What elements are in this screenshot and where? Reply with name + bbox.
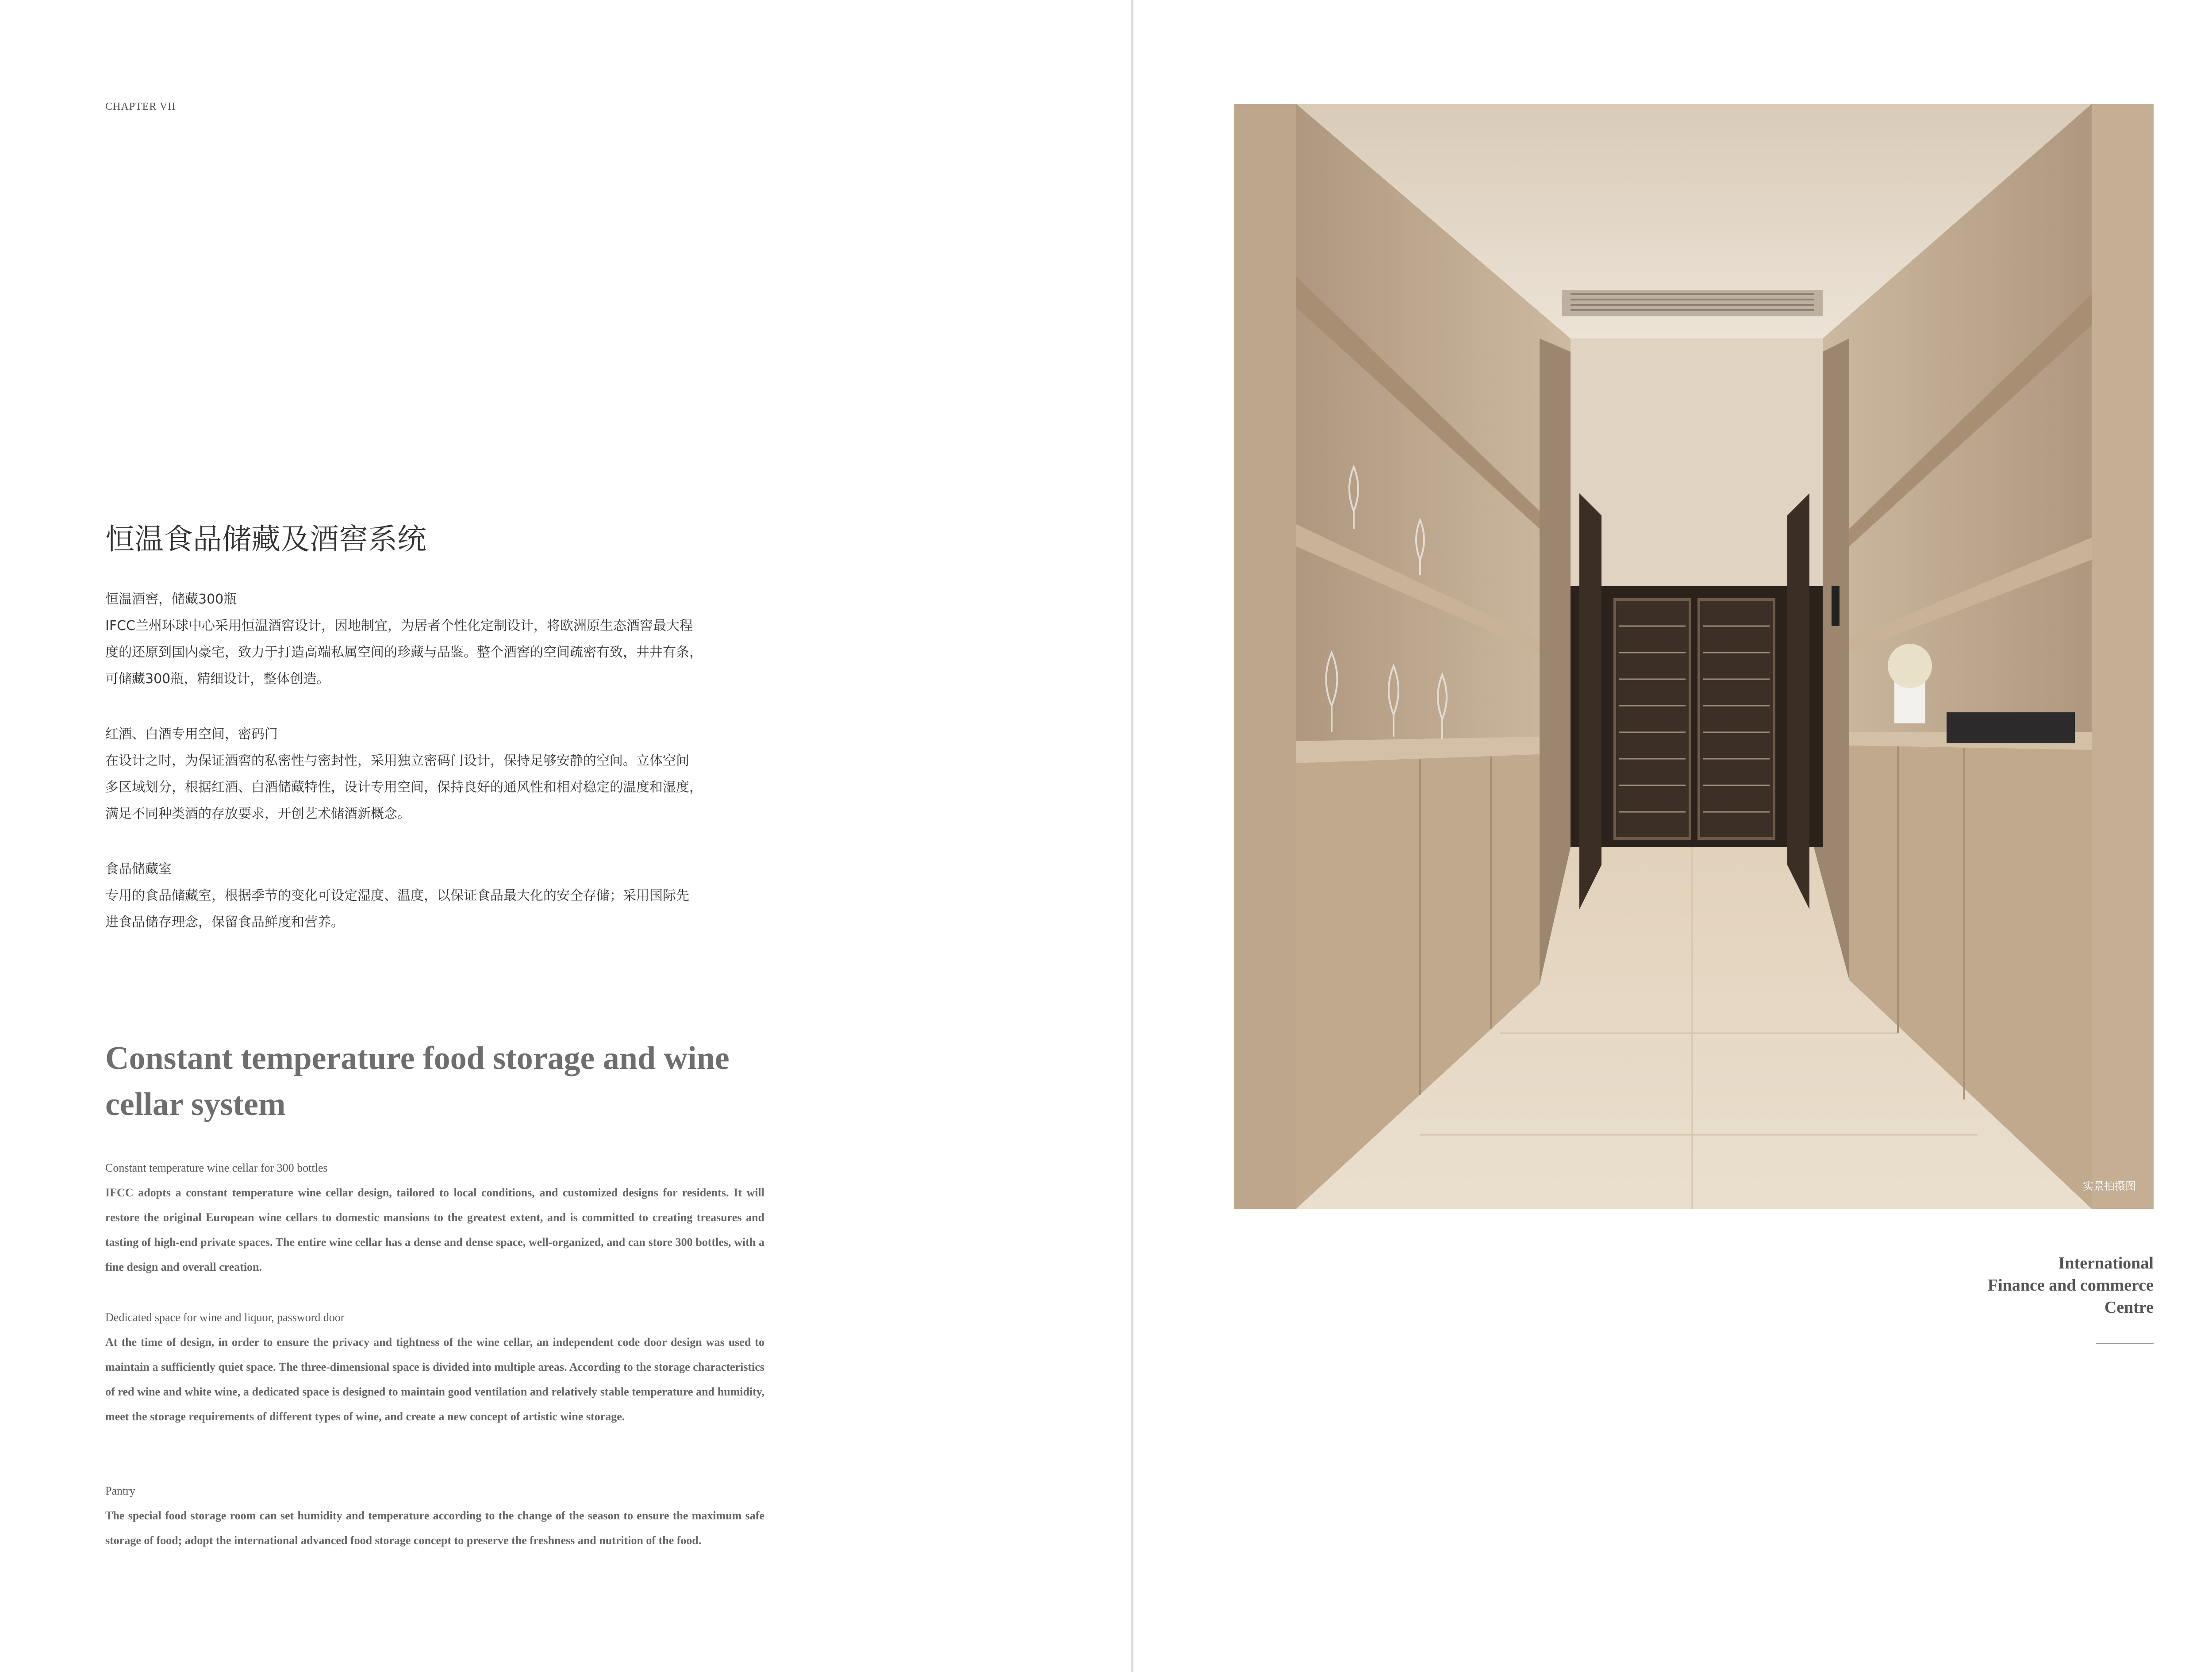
brand-divider — [2096, 1343, 2154, 1344]
en-paragraph: The special food storage room can set humidity and temperature according to the change of the season to ensure the maximum safe storage of food; adopt the international advanced food storage concept to preserve the freshness and nutrition of the food. — [105, 1509, 764, 1547]
en-paragraph: IFCC adopts a constant temperature wine cellar design, tailored to local conditions, and customized designs for residents. It will restore the original European wine cellars to domestic mansions to the greatest extent, and is committed to creating treasures and tasting of high-end private spaces. The entire wine cellar has a dense and dense space, well-organized, and can store 300 bottles, with a fine design and overall creation. — [105, 1186, 764, 1273]
brand-name — [1988, 1252, 2154, 1318]
en-section-password-door — [105, 1305, 764, 1429]
cn-title: 恒温食品储藏及酒窖系统 — [105, 522, 426, 556]
photo-caption: 实景拍摄图 — [2083, 1180, 2136, 1192]
cn-line: 进食品储存理念，保留食品鲜度和营养。 — [105, 915, 344, 930]
en-section-wine-cellar — [105, 1156, 764, 1280]
cn-line: 度的还原到国内豪宅，致力于打造高端私属空间的珍藏与品鉴。整个酒窖的空间疏密有致，井井有条， — [105, 645, 703, 660]
cn-line: 在设计之时，为保证酒窖的私密性与密封性，采用独立密码门设计，保持足够安静的空间。立体空间 — [105, 753, 689, 769]
en-subtitle: Pantry — [105, 1484, 135, 1497]
brand-line: International — [2058, 1254, 2154, 1272]
en-section-pantry — [105, 1479, 764, 1553]
en-subtitle: Constant temperature wine cellar for 300 bottles — [105, 1161, 328, 1174]
cn-section-password-door — [105, 721, 764, 827]
cn-line: IFCC兰州环球中心采用恒温酒窖设计，因地制宜，为居者个性化定制设计，将欧洲原生态酒窖最大程 — [105, 618, 693, 634]
brand-line: Finance and commerce — [1988, 1276, 2154, 1295]
wine-cellar-illustration — [1234, 104, 2154, 1209]
en-subtitle: Dedicated space for wine and liquor, password door — [105, 1311, 345, 1324]
cn-section-wine-cellar — [105, 586, 764, 692]
cn-subtitle: 恒温酒窖，储藏300瓶 — [105, 592, 237, 607]
cn-line: 可储藏300瓶，精细设计，整体创造。 — [105, 671, 330, 687]
cn-section-pantry — [105, 856, 764, 936]
cn-subtitle: 食品储藏室 — [105, 861, 172, 877]
cn-line: 满足不同种类酒的存放要求，开创艺术储酒新概念。 — [105, 806, 411, 822]
wine-cellar-photo — [1234, 104, 2154, 1209]
cn-subtitle: 红酒、白酒专用空间，密码门 — [105, 726, 278, 742]
chapter-label: CHAPTER VII — [105, 101, 176, 112]
brand-line: Centre — [2104, 1298, 2154, 1317]
cn-line: 专用的食品储藏室，根据季节的变化可设定湿度、温度，以保证食品最大化的安全存储；采用国际先 — [105, 888, 689, 903]
en-paragraph: At the time of design, in order to ensure the privacy and tightness of the wine cellar, an independent code door design was used to maintain a sufficiently quiet space. The three-dimensional space is divided into multiple areas. According to the storage characteristics of red wine and white wine, a dedicated space is designed to maintain good ventilation and relatively stable temperature and humidity, meet the storage requirements of different types of wine, and create a new concept of artistic wine storage. — [105, 1336, 764, 1423]
cn-line: 多区域划分，根据红酒、白酒储藏特性，设计专用空间，保持良好的通风性和相对稳定的温度和湿度， — [105, 780, 703, 795]
en-title: Constant temperature food storage and wine cellar system — [105, 1040, 730, 1122]
